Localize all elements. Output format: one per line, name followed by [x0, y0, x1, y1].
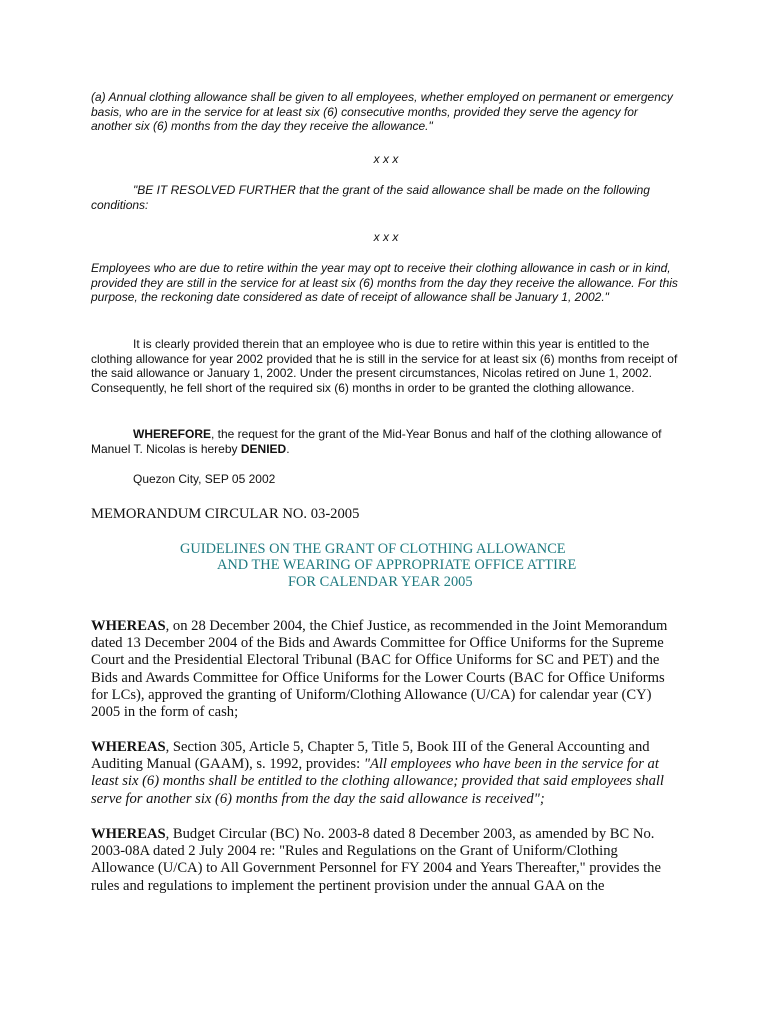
resolved-further-paragraph: "BE IT RESOLVED FURTHER that the grant of the said allowance shall be made on the following conditions:: [91, 183, 650, 212]
ellipsis-marker: x x x: [373, 152, 399, 166]
whereas-1-text: , on 28 December 2004, the Chief Justice, as recommended in the Joint Memorandum dated 13 December 2004 of the Bids and Awards Committee for Office Uniforms for the Supreme Court and the Presidential Electoral Tribunal (BAC for Office Uniforms for SC and PET) and the Bids and Awards Committee for Office Uniforms for the Lower Courts (BAC for Office Uniforms for LCs), approved the granting of Uniform/Clothing Allowance (U/CA) for calendar year (CY) 2005 in the form of cash;: [91, 618, 668, 721]
circular-title-line-3: FOR CALENDAR YEAR 2005: [288, 574, 473, 590]
wherefore-end: .: [286, 441, 290, 456]
circular-title-line-1: GUIDELINES ON THE GRANT OF CLOTHING ALLOWANCE: [180, 541, 566, 557]
whereas-clause-2: [91, 739, 681, 808]
circular-title-line-2: AND THE WEARING OF APPROPRIATE OFFICE ATTIRE: [217, 557, 577, 573]
wherefore-label: WHEREFORE: [133, 427, 211, 441]
whereas-clause-3: [91, 826, 681, 895]
ellipsis-marker: x x x: [373, 230, 399, 244]
whereas-3-text: , Budget Circular (BC) No. 2003-8 dated 8 December 2003, as amended by BC No. 2003-08A dated 2 July 2004 re: "Rules and Regulations on the Grant of Uniform/Clothing Allowance (U/CA) to All Government Personnel for FY 2004 and Years Thereafter," provides the rules and regulations to implement the pertinent provision under the annual GAA on the: [91, 826, 661, 894]
whereas-clause-1: [91, 618, 681, 721]
memorandum-circular-number: MEMORANDUM CIRCULAR NO. 03-2005: [91, 506, 360, 522]
whereas-label: WHEREAS: [91, 826, 166, 842]
place-and-date: Quezon City, SEP 05 2002: [133, 472, 276, 486]
wherefore-text: , the request for the grant of the Mid-Year Bonus and half of the clothing allowance of Manuel T. Nicolas is hereby: [91, 427, 662, 456]
denied-label: DENIED: [240, 441, 287, 456]
whereas-2-text: , Section 305, Article 5, Chapter 5, Title 5, Book III of the General Accounting and Auditing Manual (GAAM), s. 1992, provides:: [91, 739, 650, 773]
gaam-quote: "All employees who have been in the service for at least six (6) months shall be entitled to the clothing allowance; provided that said employees shall serve for another six (6) months from the day the said allowance is received";: [91, 756, 664, 807]
whereas-label: WHEREAS: [91, 739, 166, 755]
whereas-label: WHEREAS: [91, 618, 166, 634]
retirement-condition-paragraph: Employees who are due to retire within the year may opt to receive their clothing allowance in cash or in kind, provided they are still in the service for at least six (6) months from the day they receive the allowance. For this purpose, the reckoning date considered as date of receipt of allowance shall be January 1, 2002.": [91, 261, 678, 305]
excerpt-paragraph-a: (a) Annual clothing allowance shall be given to all employees, whether employed on permanent or emergency basis, who are in the service for at least six (6) consecutive months, provided they serve the agency for another six (6) months from the day they receive the allowance.": [91, 90, 673, 134]
ruling-paragraph: It is clearly provided therein that an employee who is due to retire within this year is entitled to the clothing allowance for year 2002 provided that he is still in the service for at least six (6) months from receipt of the said allowance or January 1, 2002. Under the present circumstances, Nicolas retired on June 1, 2002. Consequently, he fell short of the required six (6) months in order to be granted the clothing allowance.: [91, 337, 678, 395]
wherefore-paragraph: [91, 427, 681, 456]
